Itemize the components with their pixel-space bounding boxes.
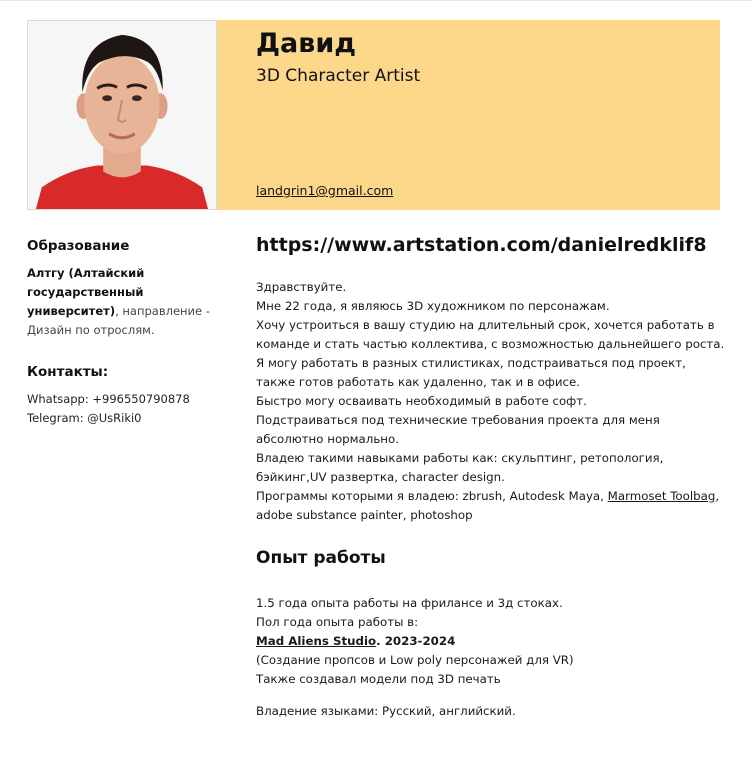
experience-company-line [256, 632, 726, 651]
education-direction: , направление - Дизайн по отрослям. [27, 304, 210, 337]
main-content [256, 234, 726, 718]
about-text [256, 278, 726, 525]
header-band [217, 20, 720, 210]
profile-photo-illustration [28, 21, 216, 209]
about-line: Владею такими навыками работы как: скульптинг, ретопология, бэйкинг,UV развертка, character design. [256, 451, 664, 484]
about-line: Я могу работать в разных стилистиках, подстраиваться под проект, также готов работать как удаленно, так и в офисе. [256, 356, 686, 389]
experience-text [256, 594, 726, 689]
about-line: Хочу устроиться в вашу студию на длительный срок, хочется работать в команде и стать частью коллектива, с возможностью дальнейшего роста. [256, 318, 725, 351]
experience-line: (Создание пропсов и Low poly персонажей для VR) [256, 653, 574, 667]
education-title: Образование [27, 238, 130, 254]
education-school: Алтгу (Алтайский государственный университет) [27, 266, 145, 318]
experience-line: Пол года опыта работы в: [256, 615, 419, 629]
sidebar [27, 238, 217, 425]
marmoset-link[interactable]: Marmoset Toolbag [607, 489, 716, 503]
profile-photo [27, 20, 217, 210]
experience-line: 1.5 года опыта работы на фрилансе и 3д стоках. [256, 596, 563, 610]
about-line: Подстраиваться под технические требования проекта для меня абсолютно нормально. [256, 413, 660, 446]
company-years: . 2023-2024 [376, 634, 456, 648]
software-line [256, 487, 726, 525]
languages-text: Владение языками: Русский, английский. [256, 704, 516, 718]
software-prefix: Программы которыми я владею: zbrush, Autodesk Maya, [256, 489, 608, 503]
education-text [27, 264, 217, 340]
about-line: Мне 22 года, я являюсь 3D художником по персонажам. [256, 299, 610, 313]
candidate-name: Давид [256, 28, 357, 59]
whatsapp-contact: Whatsapp: +996550790878 [27, 392, 190, 406]
top-divider [0, 0, 752, 1]
about-line: Быстро могу осваивать необходимый в работе софт. [256, 394, 587, 408]
candidate-role: 3D Character Artist [256, 66, 421, 86]
email-link[interactable]: landgrin1@gmail.com [256, 183, 394, 198]
telegram-contact: Telegram: @UsRiki0 [27, 411, 142, 425]
company-link[interactable]: Mad Aliens Studio [256, 634, 377, 648]
about-line: Здравствуйте. [256, 280, 347, 294]
portfolio-url[interactable]: https://www.artstation.com/danielredklif8 [256, 234, 707, 256]
software-suffix: , adobe substance painter, photoshop [256, 489, 720, 522]
experience-line: Также создавал модели под 3D печать [256, 672, 501, 686]
contacts-list [27, 390, 190, 428]
experience-title: Опыт работы [256, 548, 386, 568]
contacts-title: Контакты: [27, 364, 109, 380]
